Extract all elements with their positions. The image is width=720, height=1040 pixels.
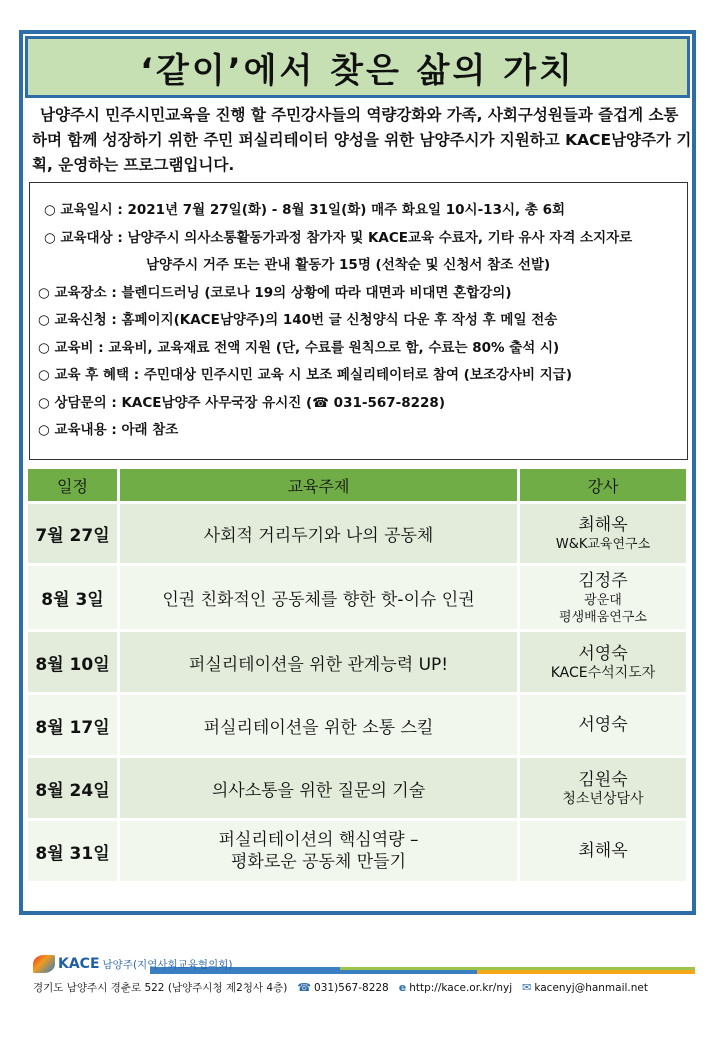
header-topic: 교육주제 bbox=[120, 469, 520, 501]
row-teacher bbox=[520, 629, 686, 692]
table-row bbox=[28, 818, 686, 881]
row-topic: 퍼실리테이션을 위한 소통 스킬 bbox=[120, 692, 520, 755]
info-fee: ○ 교육비 : 교육비, 교육재료 전액 지원 (단, 수료를 원칙으로 함, 수료는 80% 출석 시) bbox=[38, 339, 560, 356]
table-row bbox=[28, 563, 686, 629]
row-topic: 퍼실리테이션을 위한 관계능력 UP! bbox=[120, 629, 520, 692]
row-teacher bbox=[520, 563, 686, 629]
teacher-org: W&K교육연구소 bbox=[555, 537, 651, 552]
header-teacher: 강사 bbox=[520, 469, 686, 501]
teacher-org: 광운대 bbox=[584, 592, 622, 608]
info-target-cont: 남양주시 거주 또는 관내 활동가 15명 (선착순 및 신청서 참조 선발) bbox=[146, 257, 551, 273]
row-date: 8월 17일 bbox=[28, 692, 120, 755]
footer-address: 경기도 남양주시 경춘로 522 (남양주시청 제2청사 4층) bbox=[33, 982, 288, 994]
footer-url[interactable]: http://kace.or.kr/nyj bbox=[409, 981, 513, 994]
footer-info bbox=[33, 980, 698, 995]
teacher-name: 최해옥 bbox=[578, 841, 628, 861]
row-topic: 인권 친화적인 공동체를 향한 핫-이슈 인권 bbox=[120, 563, 520, 629]
logo-subtitle: 남양주(지역사회교육협의회) bbox=[102, 958, 233, 971]
row-date: 7월 27일 bbox=[28, 501, 120, 563]
logo-text: KACE bbox=[58, 956, 100, 972]
info-content: ○ 교육내용 : 아래 참조 bbox=[38, 422, 179, 438]
info-period: ○ 교육일시 : 2021년 7월 27일(화) - 8월 31일(화) 매주 화요일 10시-13시, 총 6회 bbox=[44, 202, 566, 218]
title-banner bbox=[25, 36, 690, 98]
intro-paragraph: 남양주시 민주시민교육을 진행 할 주민강사들의 역량강화와 가족, 사회구성원들과 즐겁게 소통하며 함께 성장하기 위한 주민 퍼실리테이터 양성을 위한 남양주시가 지원하고 KACE남양주가 기획, 운영하는 프로그램입니다. bbox=[32, 106, 692, 174]
teacher-name: 김원숙 bbox=[578, 769, 628, 790]
footer-phone: 031)567-8228 bbox=[314, 981, 389, 994]
footer-accent-bar bbox=[340, 967, 695, 970]
schedule-header-row bbox=[28, 469, 686, 501]
table-row bbox=[28, 692, 686, 755]
teacher-name: 김정주 bbox=[578, 570, 628, 591]
teacher-org-line2: 평생배움연구소 bbox=[559, 609, 647, 625]
info-contact: ○ 상담문의 : KACE남양주 사무국장 유시진 (☎ 031-567-8228) bbox=[38, 394, 445, 411]
table-row bbox=[28, 755, 686, 818]
teacher-org: 청소년상담사 bbox=[562, 790, 644, 807]
schedule-table bbox=[28, 469, 686, 881]
row-date: 8월 24일 bbox=[28, 755, 120, 818]
teacher-name: 서영숙 bbox=[578, 643, 628, 664]
row-topic: 사회적 거리두기와 나의 공동체 bbox=[120, 501, 520, 563]
teacher-name: 최해옥 bbox=[578, 515, 628, 535]
mail-icon: ✉ bbox=[522, 981, 532, 994]
table-row bbox=[28, 501, 686, 563]
row-date: 8월 10일 bbox=[28, 629, 120, 692]
row-topic bbox=[120, 818, 520, 881]
row-teacher bbox=[520, 818, 686, 881]
table-row bbox=[28, 629, 686, 692]
info-target: ○ 교육대상 : 남양주시 의사소통활동가과정 참가자 및 KACE교육 수료자, 기타 유사 자격 소지자로 bbox=[44, 229, 633, 246]
info-box bbox=[29, 182, 688, 460]
header-date: 일정 bbox=[28, 469, 120, 501]
kace-logo-icon bbox=[33, 955, 55, 973]
row-date: 8월 3일 bbox=[28, 563, 120, 629]
row-teacher bbox=[520, 501, 686, 563]
teacher-org: KACE수석지도자 bbox=[550, 664, 656, 681]
row-topic: 의사소통을 위한 질문의 기술 bbox=[120, 755, 520, 818]
row-teacher bbox=[520, 755, 686, 818]
topic-line2: 평화로운 공동체 만들기 bbox=[230, 852, 407, 872]
footer-email[interactable]: kacenyj@hanmail.net bbox=[534, 981, 649, 994]
row-date: 8월 31일 bbox=[28, 818, 120, 881]
info-benefit: ○ 교육 후 혜택 : 주민대상 민주시민 교육 시 보조 페실리테이터로 참여 (보조강사비 지급) bbox=[38, 367, 573, 383]
topic-line1: 퍼실리테이션의 핵심역량 – bbox=[218, 830, 419, 850]
info-place: ○ 교육장소 : 블렌디드러닝 (코로나 19의 상황에 따라 대면과 비대면 혼합강의) bbox=[38, 284, 512, 301]
phone-icon: ☎ bbox=[297, 981, 312, 994]
page-title: ‘같이’에서 찾은 삶의 가치 bbox=[140, 50, 575, 91]
kace-logo bbox=[33, 955, 232, 973]
row-teacher bbox=[520, 692, 686, 755]
browser-icon: e bbox=[398, 981, 407, 994]
info-apply: ○ 교육신청 : 홈페이지(KACE남양주)의 140번 글 신청양식 다운 후 작성 후 메일 전송 bbox=[38, 312, 558, 328]
teacher-name: 서영숙 bbox=[578, 715, 628, 735]
